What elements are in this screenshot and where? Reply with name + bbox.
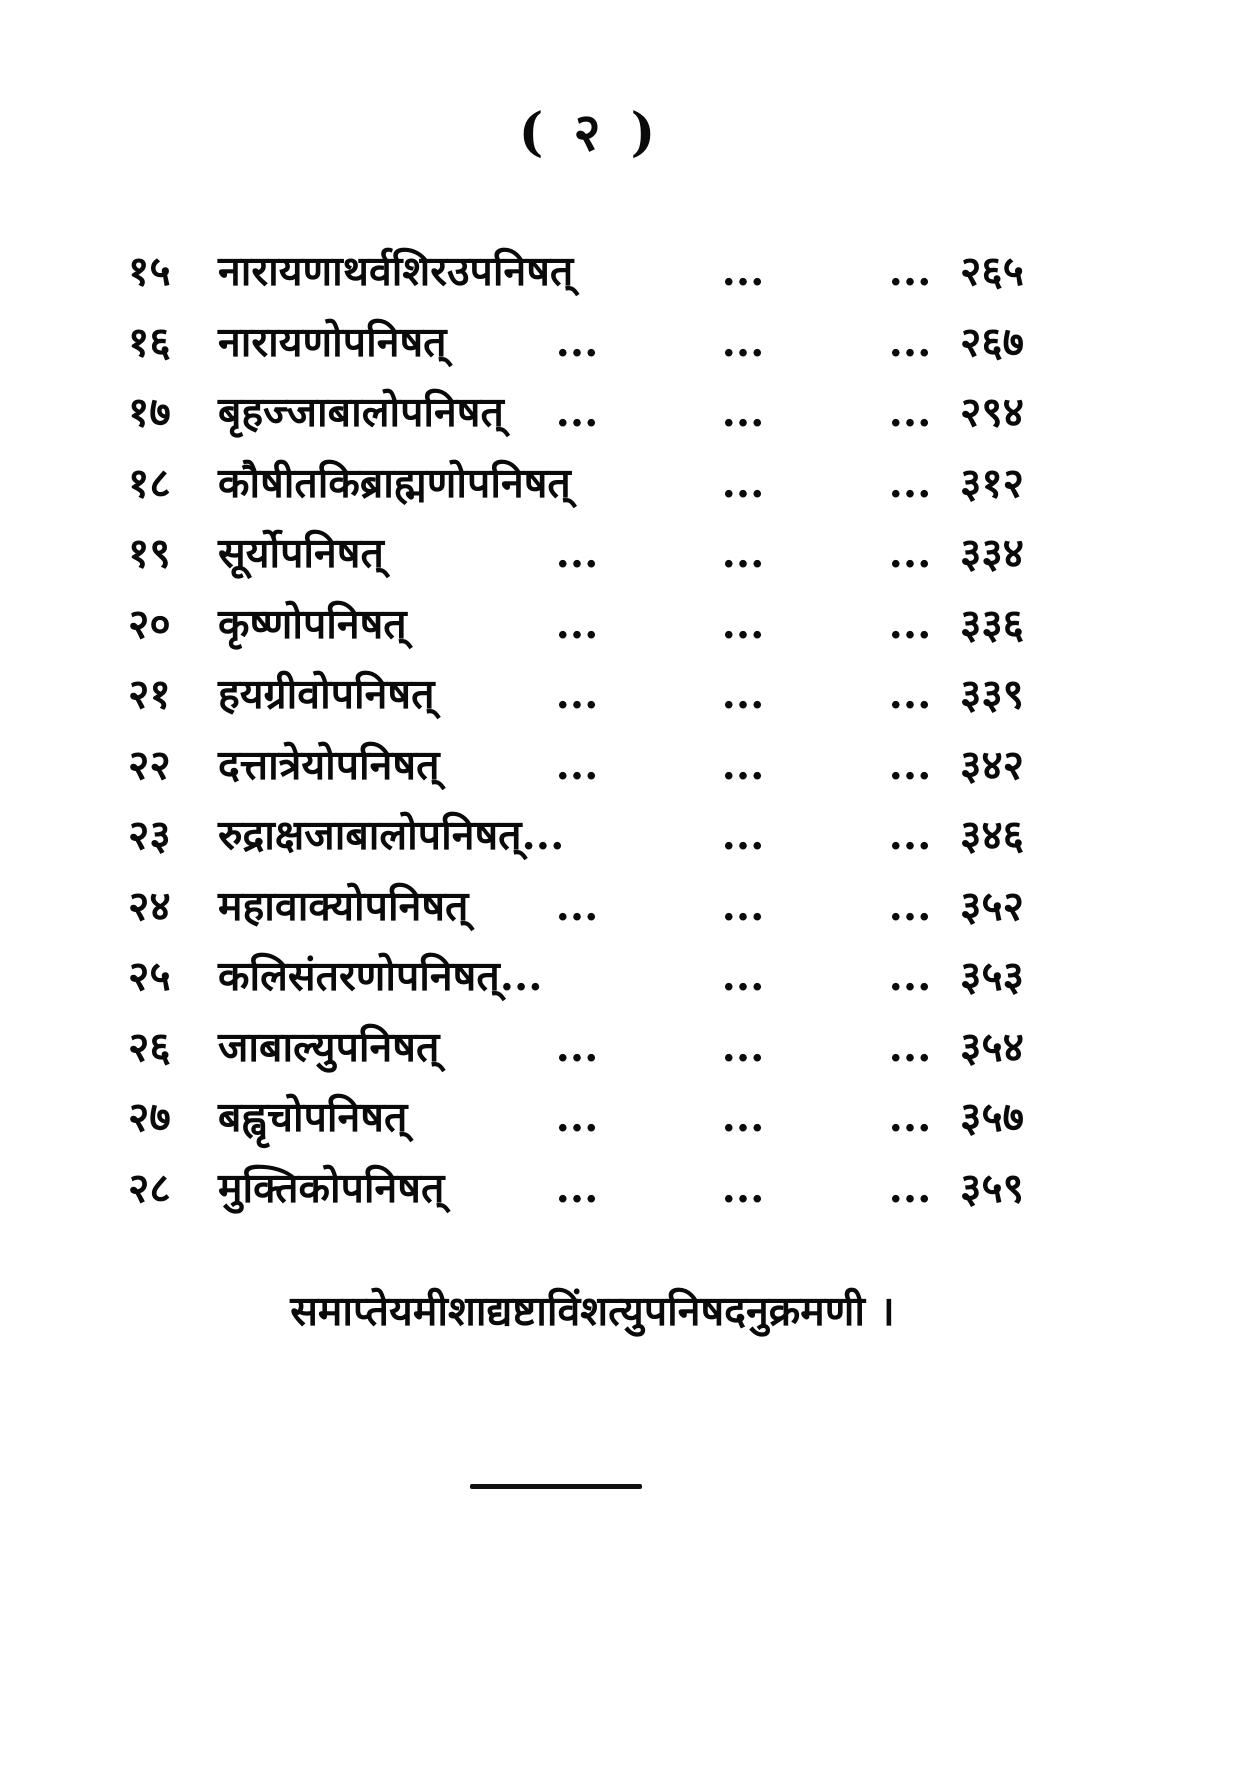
entry-number: १५ [128,247,171,295]
leader-dots: ... [888,881,932,930]
leader-dots: ... [888,952,932,1000]
toc-entry [0,589,1259,660]
leader-dots: ... [888,458,932,507]
entry-page: २६५ [960,247,1024,295]
leader-dots: ... [555,881,599,930]
leader-dots: ... [888,1022,932,1071]
toc-entry [0,307,1259,378]
leader-dots: ... [888,529,932,577]
entry-title: महावाक्योपनिषत् [218,881,469,930]
entry-page: ३३९ [960,670,1024,718]
entry-page: ३३४ [960,529,1024,577]
leader-dots: ... [555,1093,599,1141]
entry-number: २५ [128,952,171,1000]
entry-number: २६ [128,1022,171,1071]
entry-page: ३५४ [960,1022,1024,1071]
toc-entry [0,871,1259,942]
toc-entry [0,800,1259,871]
entry-number: २० [128,599,171,648]
entry-page: ३१२ [960,458,1024,507]
entry-page: ३५९ [960,1163,1024,1212]
toc-entry [0,236,1259,307]
toc-entry [0,448,1259,519]
leader-dots: ... [888,247,932,295]
leader-dots: ... [721,881,765,930]
entry-title: मुक्तिकोपनिषत् [218,1163,445,1212]
toc-entry [0,730,1259,801]
closing-line: समाप्तेयमीशाद्यष्टाविंशत्युपनिषदनुक्रमणी । [290,1287,895,1335]
toc-entry [0,659,1259,730]
entry-number: २८ [128,1163,171,1212]
leader-dots: ... [888,670,932,718]
leader-dots: ... [721,952,765,1000]
leader-dots: ... [555,670,599,718]
entry-page: ३४२ [960,740,1024,789]
leader-dots: ... [888,1093,932,1141]
leader-dots: ... [721,599,765,648]
entry-number: २२ [128,740,171,789]
entry-number: १७ [128,388,171,436]
entry-number: २३ [128,811,171,859]
entry-number: १९ [128,529,171,577]
leader-dots: ... [721,529,765,577]
end-rule [470,1484,642,1489]
entry-title: बृहज्जाबालोपनिषत् [218,388,504,436]
entry-title: कौषीतकिब्राह्मणोपनिषत् [218,458,571,507]
leader-dots: ... [721,1022,765,1071]
leader-dots: ... [721,317,765,366]
entry-number: १६ [128,317,171,366]
toc-entry [0,1082,1259,1153]
leader-dots: ... [888,599,932,648]
entry-page: २९४ [960,388,1024,436]
entry-title: रुद्राक्षजाबालोपनिषत्... [218,811,565,859]
leader-dots: ... [721,670,765,718]
entry-number: २१ [128,670,171,718]
entry-title: कलिसंतरणोपनिषत्... [218,952,543,1000]
leader-dots: ... [555,740,599,789]
toc-entry [0,518,1259,589]
entry-number: १८ [128,458,171,507]
leader-dots: ... [888,388,932,436]
leader-dots: ... [721,458,765,507]
leader-dots: ... [721,740,765,789]
entry-page: ३५३ [960,952,1024,1000]
entry-page: ३५२ [960,881,1024,930]
leader-dots: ... [888,811,932,859]
leader-dots: ... [555,1163,599,1212]
leader-dots: ... [555,317,599,366]
page-number: ( २ ) [518,102,662,163]
leader-dots: ... [555,599,599,648]
leader-dots: ... [555,1022,599,1071]
entry-page: ३५७ [960,1093,1024,1141]
leader-dots: ... [721,388,765,436]
entry-number: २७ [128,1093,171,1141]
leader-dots: ... [888,740,932,789]
entry-title: बह्वृचोपनिषत् [218,1093,408,1141]
toc-entry [0,1153,1259,1224]
leader-dots: ... [555,388,599,436]
leader-dots: ... [721,811,765,859]
table-of-contents [0,236,1259,1223]
leader-dots: ... [721,247,765,295]
leader-dots: ... [888,1163,932,1212]
entry-title: सूर्योपनिषत् [218,529,384,577]
entry-number: २४ [128,881,171,930]
leader-dots: ... [721,1163,765,1212]
entry-title: कृष्णोपनिषत् [218,599,407,648]
toc-entry [0,941,1259,1012]
toc-entry [0,377,1259,448]
leader-dots: ... [555,529,599,577]
toc-entry [0,1012,1259,1083]
leader-dots: ... [721,1093,765,1141]
entry-title: जाबाल्युपनिषत् [218,1022,440,1071]
leader-dots: ... [888,317,932,366]
entry-title: नारायणोपनिषत् [218,317,447,366]
entry-page: ३३६ [960,599,1024,648]
entry-page: २६७ [960,317,1024,366]
entry-page: ३४६ [960,811,1024,859]
entry-title: हयग्रीवोपनिषत् [218,670,435,718]
entry-title: नारायणाथर्वशिरउपनिषत् [218,247,574,295]
entry-title: दत्तात्रेयोपनिषत् [218,740,440,789]
